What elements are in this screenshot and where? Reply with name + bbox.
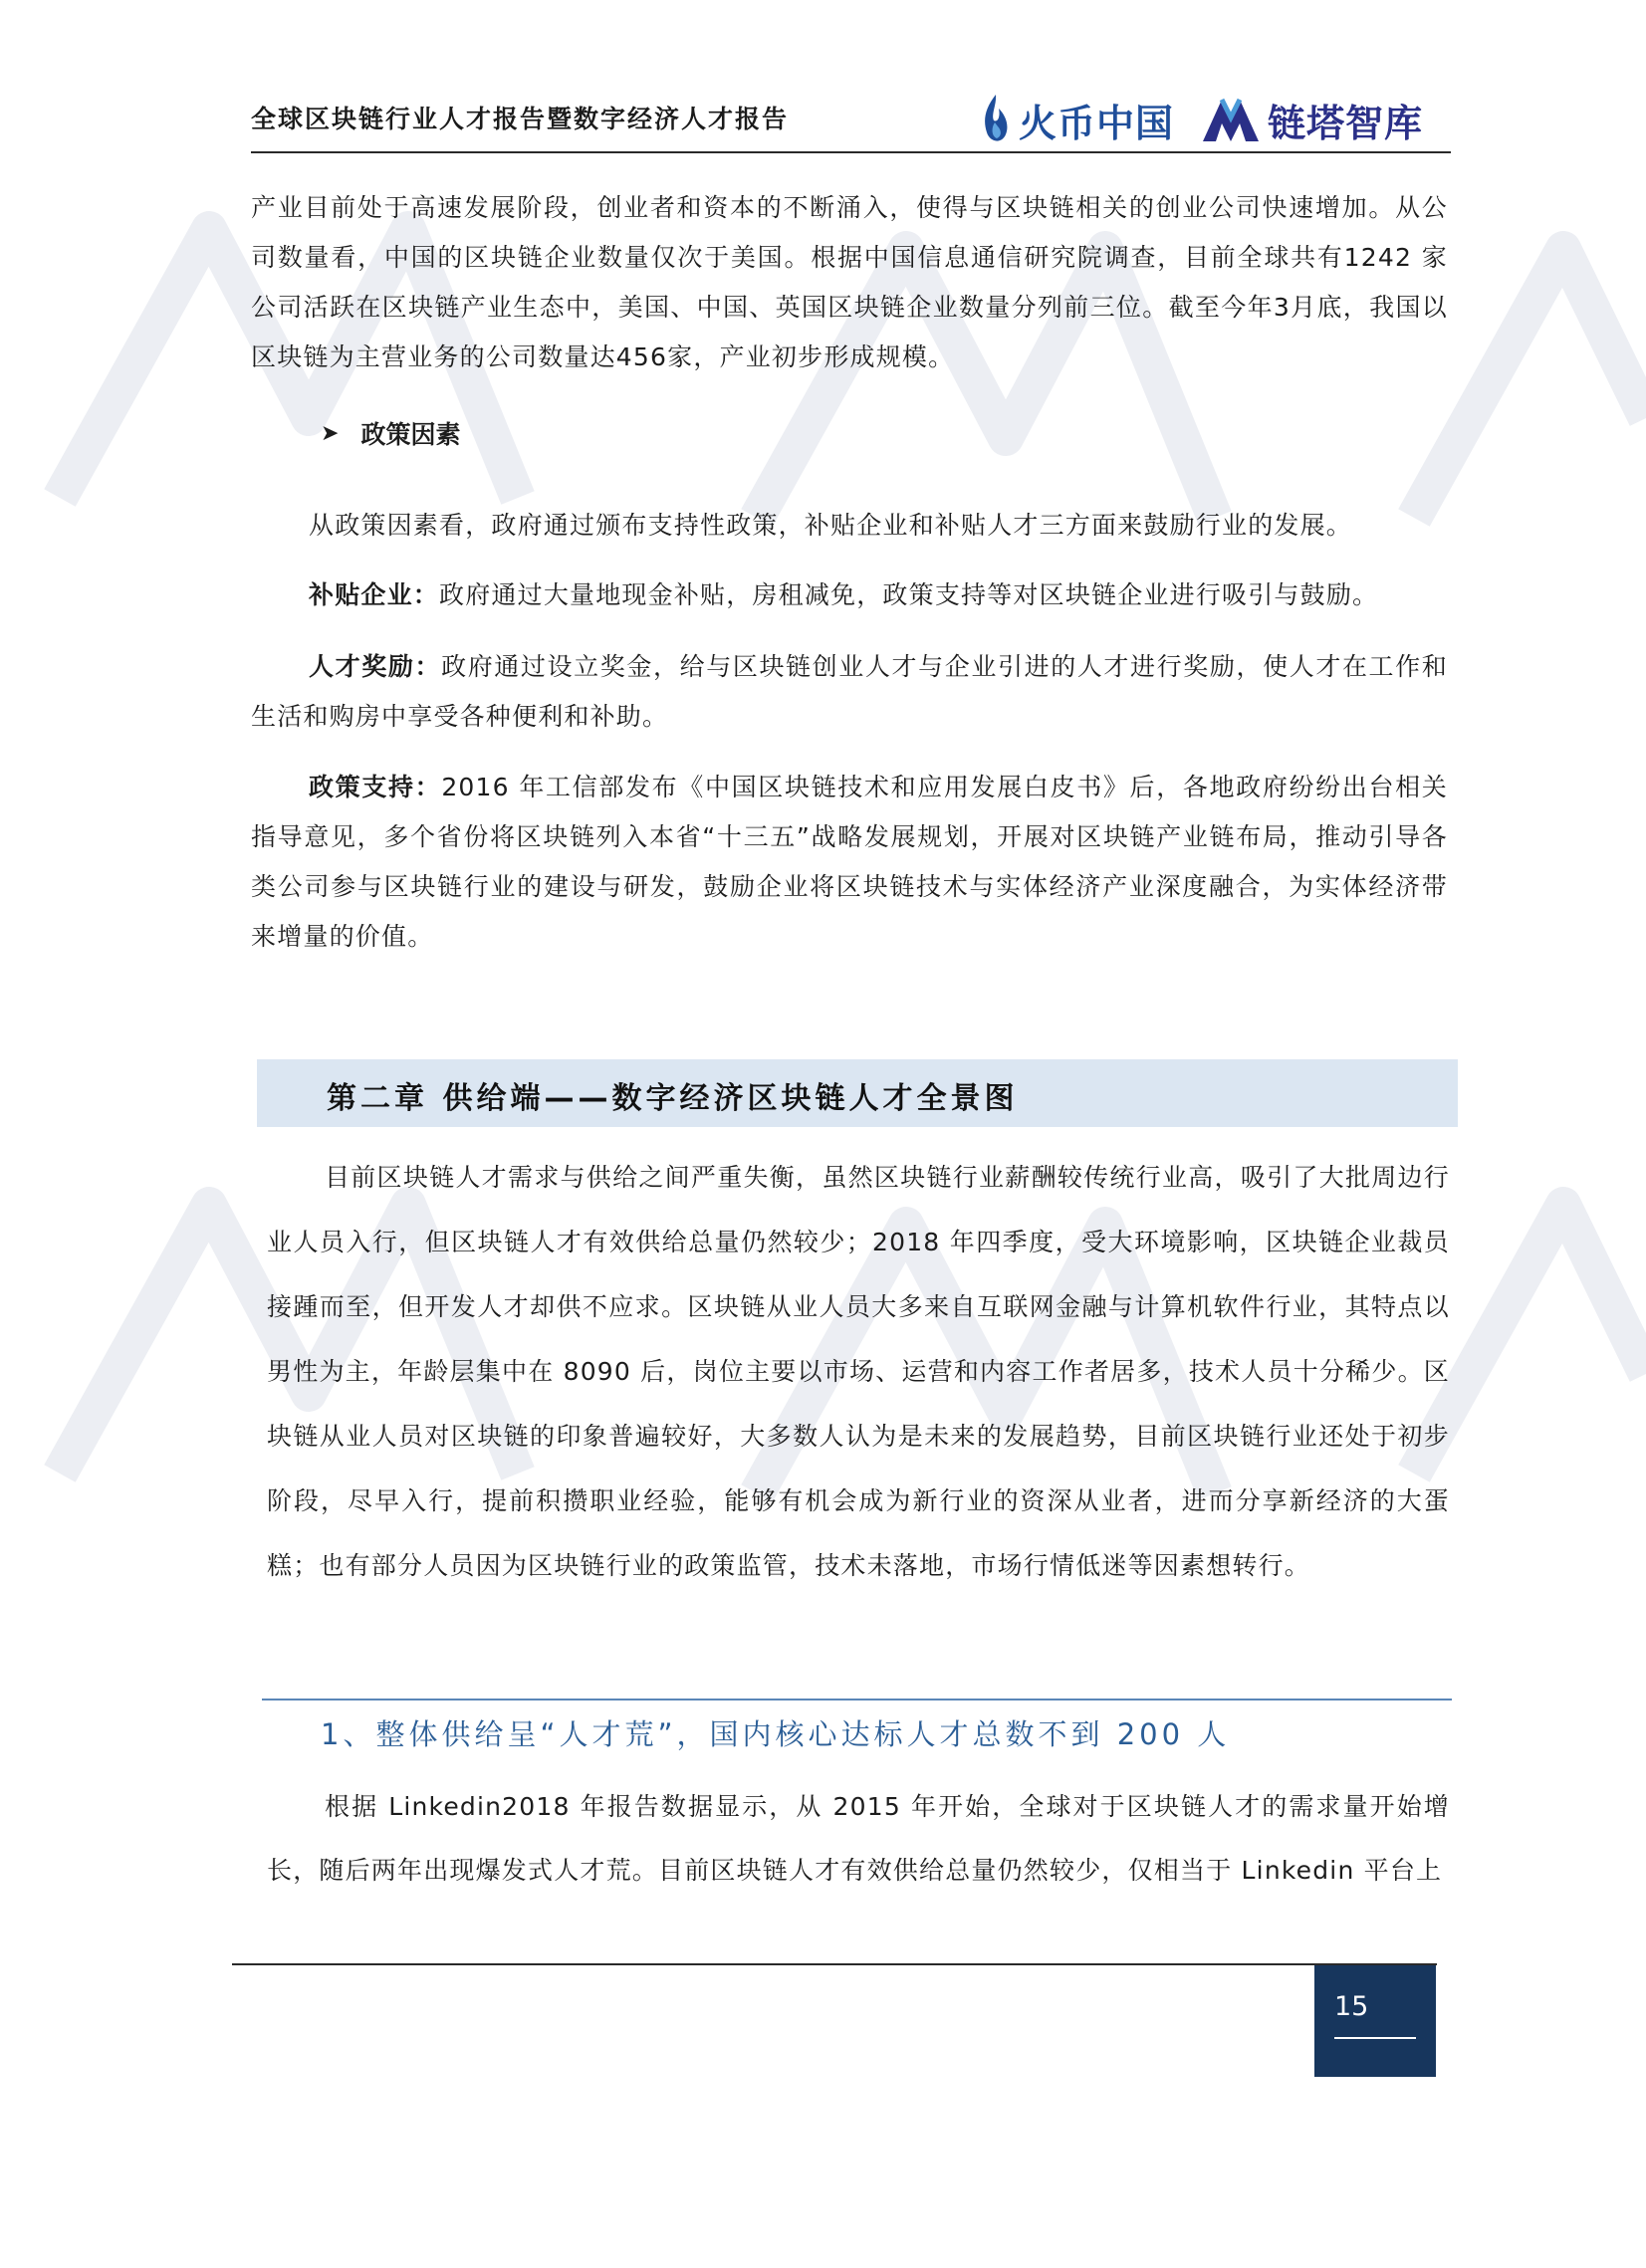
section-title: 1、整体供给呈“人才荒”，国内核心达标人才总数不到 200 人 (321, 1717, 1231, 1751)
report-title: 全球区块链行业人才报告暨数字经济人才报告 (251, 105, 790, 133)
huobi-china-logo-text: 火币中国 (1019, 101, 1175, 145)
chapter-heading-band (257, 1059, 1458, 1127)
talent-reward-text: 政府通过设立奖金，给与区块链创业人才与企业引进的人才进行奖励，使人才在工作和生活和购房中享受各种便利和补助。 (251, 652, 1448, 731)
section-paragraph: 根据 Linkedin2018 年报告数据显示，从 2015 年开始，全球对于区块链人才的需求量开始增长，随后两年出现爆发式人才荒。目前区块链人才有效供给总量仍然较少，仅相当于 Linkedin 平台上 (267, 1792, 1450, 1885)
policy-factors-heading (321, 415, 460, 451)
chapter-paragraph: 目前区块链人才需求与供给之间严重失衡，虽然区块链行业薪酬较传统行业高，吸引了大批周边行业人员入行，但区块链人才有效供给总量仍然较少；2018 年四季度，受大环境影响，区块链企业裁员接踵而至，但开发人才却供不应求。区块链从业人员大多来自互联网金融与计算机软件行业，其特点以男性为主，年龄层集中在 8090 后，岗位主要以市场、运营和内容工作者居多，技术人员十分稀少。区块链从业人员对区块链的印象普遍较好，大多数人认为是未来的发展趋势，目前区块链行业还处于初步阶段，尽早入行，提前积攒职业经验，能够有机会成为新行业的资深从业者，进而分享新经济的大蛋糕；也有部分人员因为区块链行业的政策监管，技术未落地，市场行情低迷等因素想转行。 (267, 1163, 1450, 1580)
page-number-box (1314, 1965, 1436, 2077)
policy-support-paragraph (251, 763, 1448, 962)
flame-icon (981, 93, 1011, 146)
liantazhiku-mark-icon (1200, 94, 1262, 145)
section-divider (262, 1699, 1452, 1701)
page-number: 15 (1334, 1991, 1369, 2022)
chapter-title: 第二章 供给端——数字经济区块链人才全景图 (327, 1081, 1019, 1116)
arrow-bullet-icon: ➤ (321, 420, 340, 446)
header-logos (981, 88, 1449, 151)
policy-intro-paragraph: 从政策因素看，政府通过颁布支持性政策，补贴企业和补贴人才三方面来鼓励行业的发展。 (309, 511, 1353, 540)
policy-factors-heading-text: 政策因素 (360, 420, 461, 449)
talent-reward-paragraph (251, 642, 1448, 742)
liantazhiku-logo-text: 链塔智库 (1268, 101, 1424, 145)
liantazhiku-logo (1200, 88, 1423, 151)
intro-paragraph: 产业目前处于高速发展阶段，创业者和资本的不断涌入，使得与区块链相关的创业公司快速增加。从公司数量看，中国的区块链企业数量仅次于美国。根据中国信息通信研究院调查，目前全球共有1242 家公司活跃在区块链产业生态中，美国、中国、英国区块链企业数量分列前三位。截至今年3月底，我国以区块链为主营业务的公司数量达456家，产业初步形成规模。 (251, 193, 1448, 371)
subsidy-text: 政府通过大量地现金补贴，房租减免，政策支持等对区块链企业进行吸引与鼓励。 (439, 580, 1379, 609)
header-divider (251, 151, 1451, 153)
page-number-underline (1334, 2037, 1416, 2039)
policy-support-text: 2016 年工信部发布《中国区块链技术和应用发展白皮书》后，各地政府纷纷出台相关指导意见，多个省份将区块链列入本省“十三五”战略发展规划，开展对区块链产业链布局，推动引导各类公司参与区块链行业的建设与研发，鼓励企业将区块链技术与实体经济产业深度融合，为实体经济带来增量的价值。 (251, 773, 1448, 951)
subsidy-label: 补贴企业： (309, 580, 440, 609)
policy-support-label: 政策支持： (309, 773, 442, 801)
footer-divider (232, 1963, 1437, 1965)
huobi-china-logo (981, 88, 1174, 151)
subsidy-paragraph (251, 570, 1448, 620)
talent-reward-label: 人才奖励： (309, 652, 442, 681)
